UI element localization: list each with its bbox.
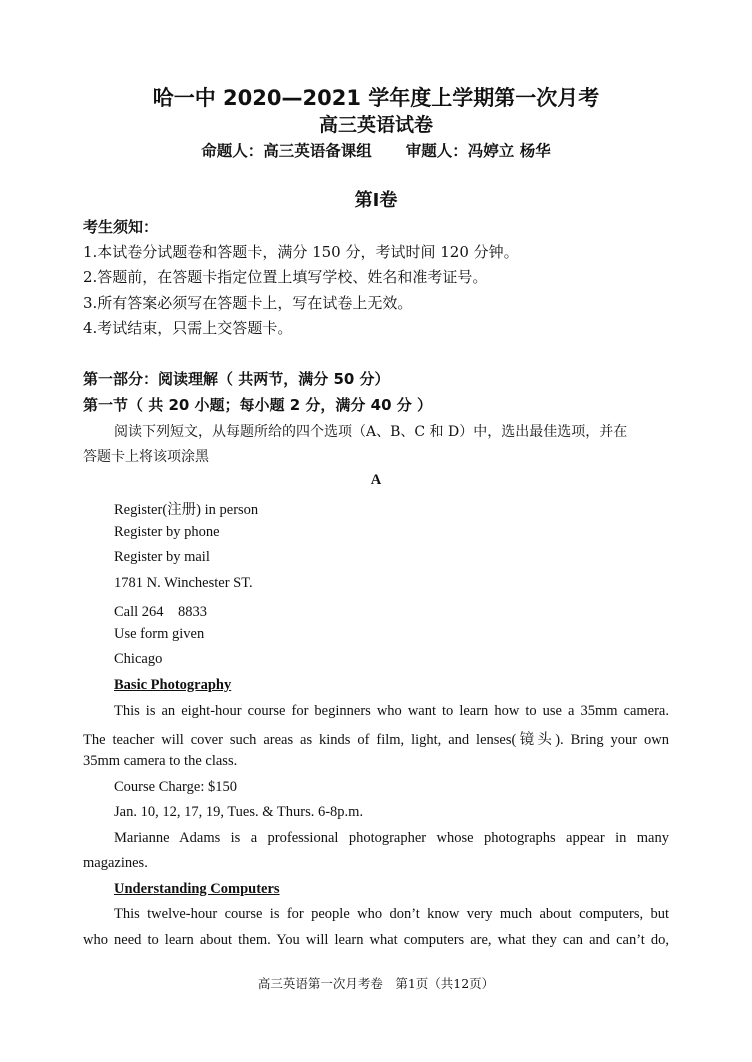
notice-item: 2.答题前，在答题卡指定位置上填写学校、姓名和准考证号。 [83,268,488,286]
teacher-line: Marianne Adams is a professional photographer whose photographs appear in many [114,830,669,846]
course-title: Understanding Computers [114,881,280,897]
notice-heading: 考生须知： [83,218,159,236]
address-line: 1781 N. Winchester ST. [114,575,253,591]
section1-heading: 第一节（ 共 20 小题；每小题 2 分，满分 40 分 ） [83,396,432,414]
course-desc-line: This twelve-hour course is for people who don’t know very much about computers, but [114,906,669,922]
volume-heading: 第Ⅰ卷 [354,190,398,211]
exam-title: 哈一中 2020—2021 学年度上学期第一次月考 [152,86,600,110]
notice-item: 4.考试结束，只需上交答题卡。 [83,319,293,337]
course-desc-line: This is an eight-hour course for beginners who want to learn how to use a 35mm camera. [114,703,669,719]
teacher-line: magazines. [83,855,148,871]
reviewer-text: 审题人：冯婷立 杨华 [405,142,551,160]
instruction-line: 答题卡上将该项涂黑 [83,449,209,465]
notice-item: 1.本试卷分试题卷和答题卡，满分 150 分，考试时间 120 分钟。 [83,243,519,261]
course-desc-line: The teacher will cover such areas as kinds of film, light, and lenses(镜头). Bring your own [83,732,669,748]
register-line: Register by phone [114,524,220,540]
course-desc-line: who need to learn about them. You will learn what computers are, what they can and can’t do, [83,932,669,948]
course-desc-line: 35mm camera to the class. [83,753,238,769]
course-charge: Course Charge: $150 [114,779,237,795]
course-schedule: Jan. 10, 12, 17, 19, Tues. & Thurs. 6-8p.m. [114,804,364,820]
exam-subtitle: 高三英语试卷 [318,114,433,136]
setter-text: 命题人：高三英语备课组 [201,142,372,160]
instruction-line: 阅读下列短文，从每题所给的四个选项（A、B、C 和 D）中，选出最佳选项，并在 [114,424,628,440]
city-line: Chicago [114,651,163,667]
notice-item: 3.所有答案必须写在答题卡上，写在试卷上无效。 [83,294,413,312]
page-footer: 高三英语第一次月考卷 第1页（共12页） [257,976,495,991]
phone-line: Call 264 8833 [114,604,208,620]
register-line: Register by mail [114,549,210,565]
part1-heading: 第一部分：阅读理解（ 共两节，满分 50 分） [83,370,390,388]
course-title: Basic Photography [114,677,232,693]
exam-authors [0,139,752,161]
passage-label: A [370,472,382,488]
form-line: Use form given [114,626,205,642]
register-line: Register(注册) in person [114,502,259,518]
